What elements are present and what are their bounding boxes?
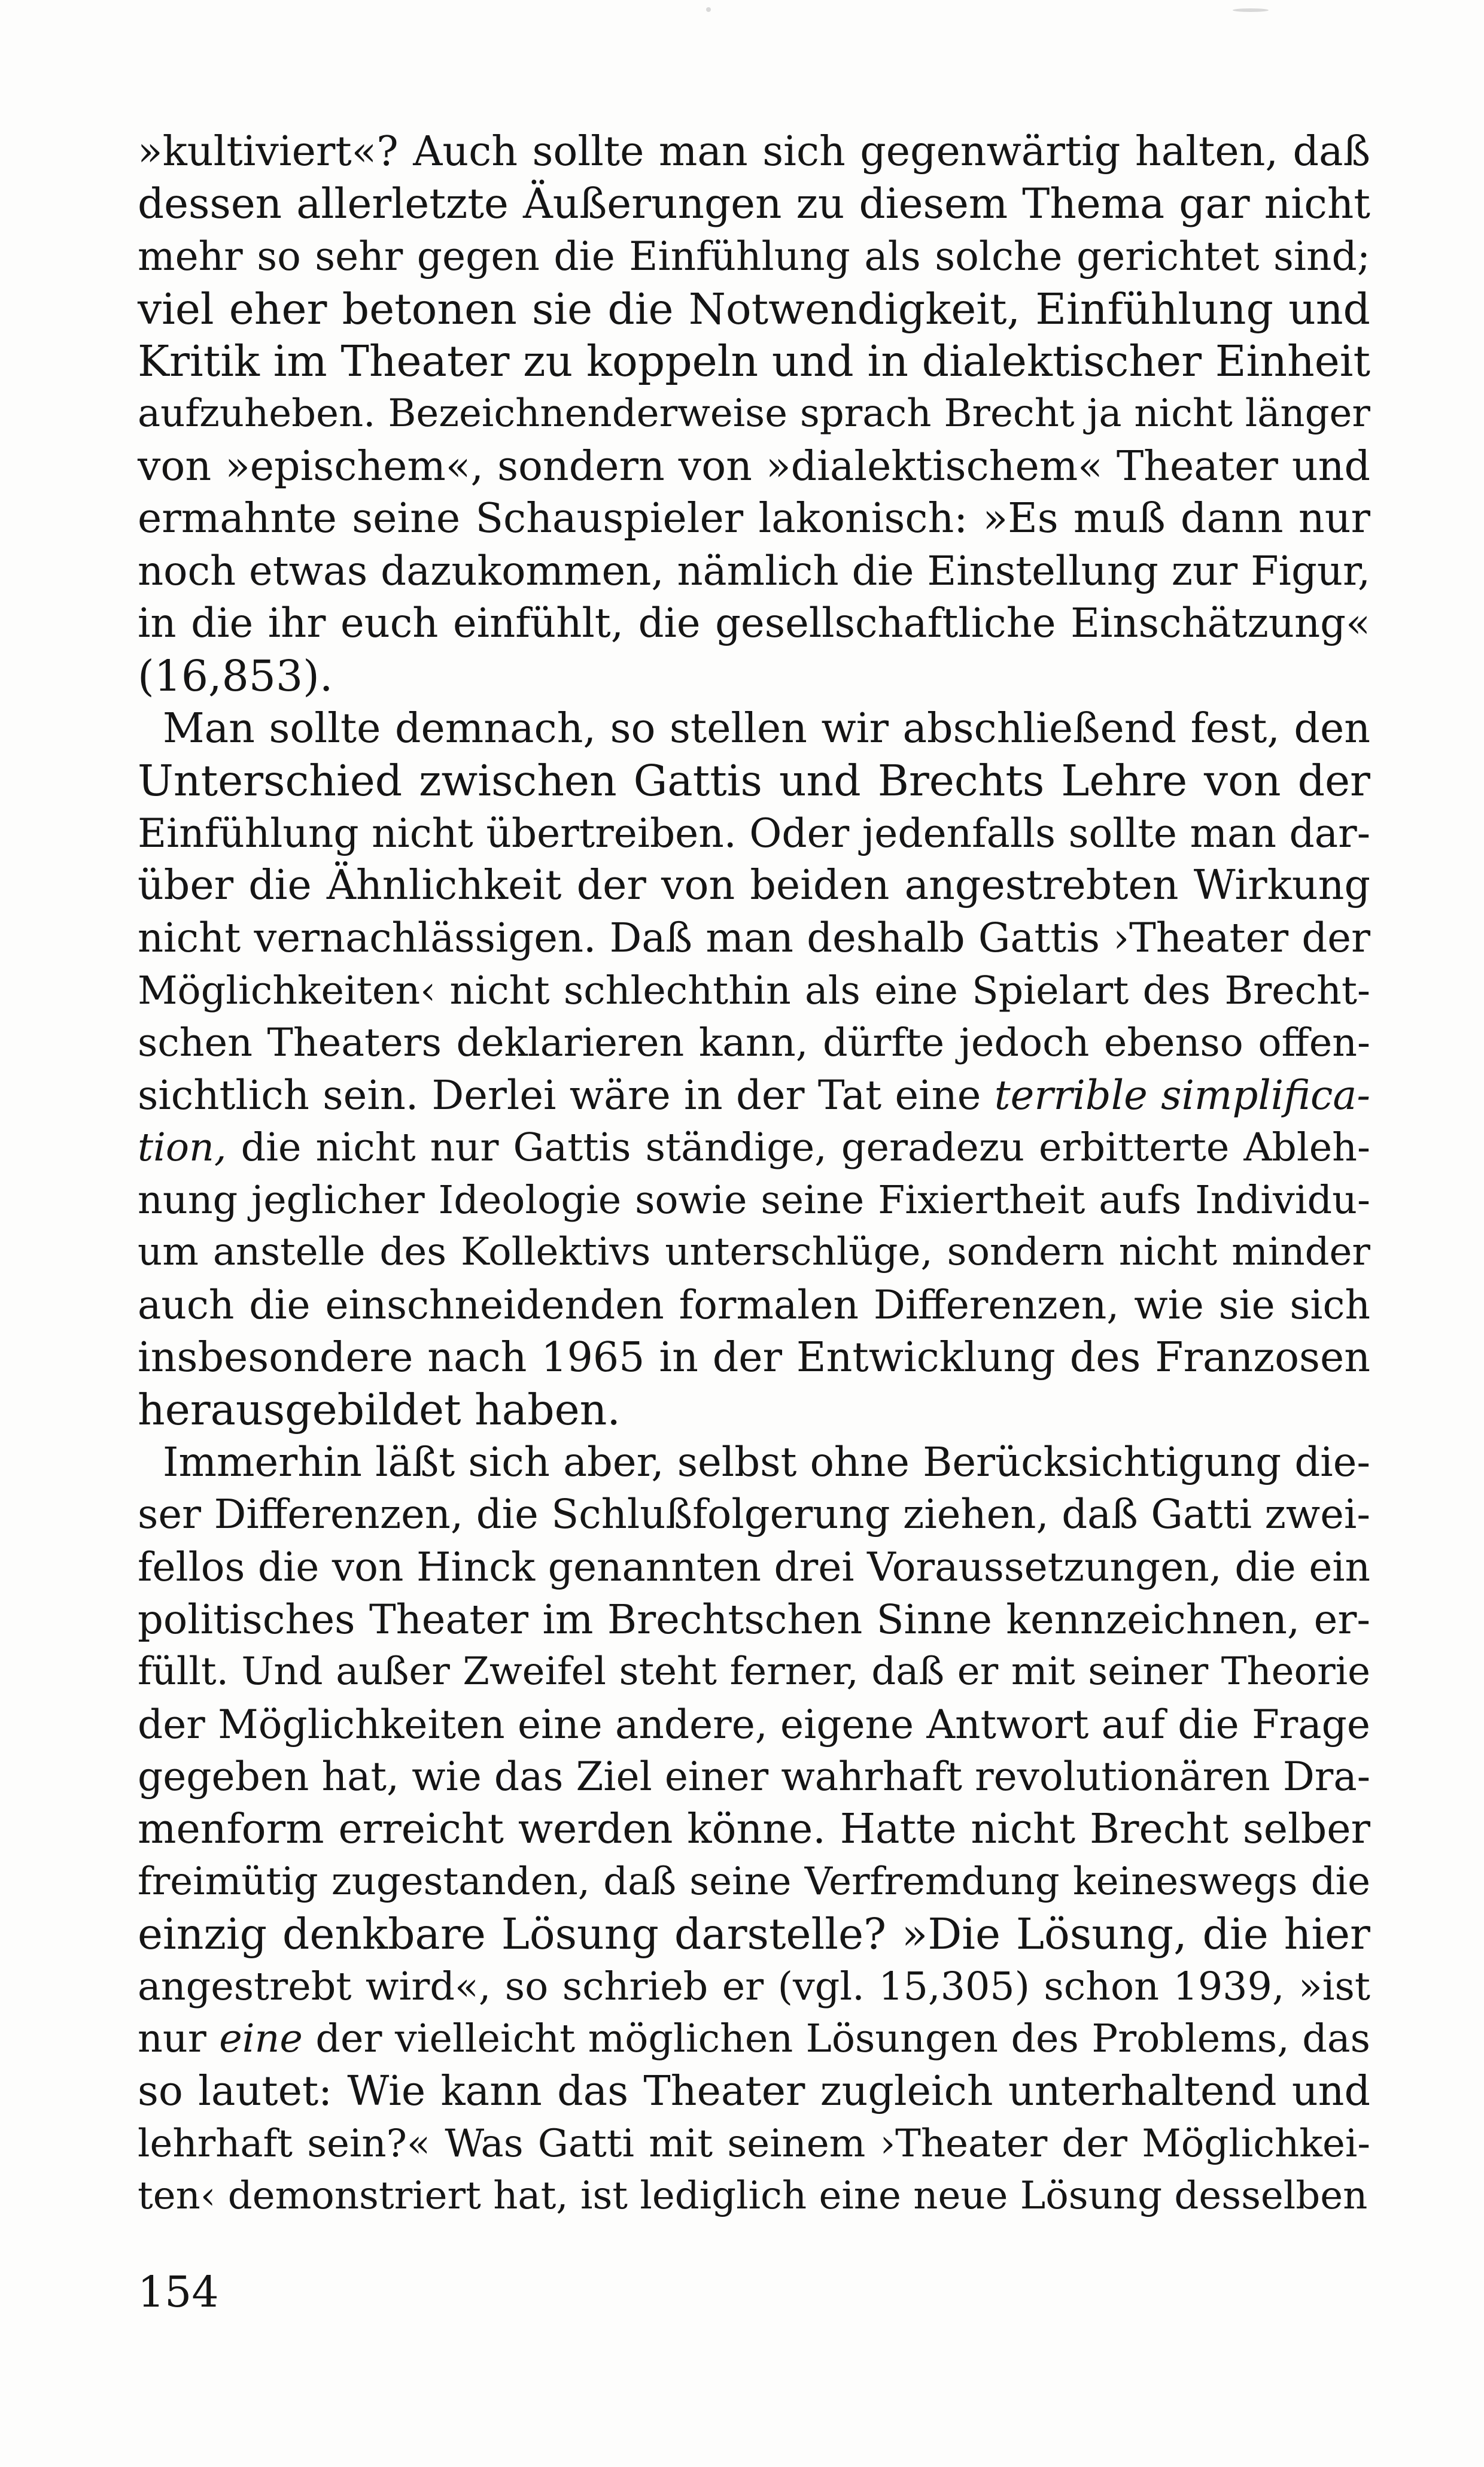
text-line [138,1594,1370,1646]
line-text: einzig denkbare Lösung darstelle? »Die Lösung, die hier [138,1909,1370,1959]
text-line [138,965,1370,1017]
paragraph [138,126,1370,703]
line-text: füllt. Und außer Zweifel steht ferner, daß er mit seiner Theorie [138,1649,1370,1694]
text-line [138,1488,1370,1541]
line-text: sichtlich sein. Derlei wäre in der Tat eine [138,1071,995,1119]
line-text: Immerhin läßt sich aber, selbst ohne Berücksichtigung die- [163,1438,1370,1485]
line-text: dessen allerletzte Äußerungen zu diesem Thema gar nicht [138,180,1370,228]
italic-text: eine [219,2016,303,2062]
body-text [138,126,1370,2223]
text-line [138,388,1370,440]
line-text: ser Differenzen, die Schlußfolgerung ziehen, daß Gatti zwei- [138,1491,1370,1538]
scan-speck [1233,8,1269,12]
text-line [138,912,1370,965]
line-text: Unterschied zwischen Gattis und Brechts Lehre von der [138,756,1370,806]
text-line [138,703,1370,755]
text-line [138,859,1370,912]
text-line [138,807,1370,860]
line-text: menform erreicht werden könne. Hatte nicht Brecht selber [138,1806,1370,1853]
italic-text: terrible simplifica- [994,1071,1370,1119]
scan-speck [706,7,711,12]
text-line [138,1279,1370,1332]
line-text: um anstelle des Kollektivs unterschlüge, sondern nicht minder [138,1230,1370,1275]
line-text: viel eher betonen sie die Notwendigkeit, Einfühlung und [138,284,1370,334]
line-text: mehr so sehr gegen die Einfühlung als solche gerichtet sind; [138,233,1370,280]
line-text-after: die nicht nur Gattis ständige, geradezu erbitterte Ableh- [226,1125,1370,1171]
text-line [138,283,1370,336]
text-line [138,1646,1370,1699]
text-line [138,1226,1370,1279]
line-text: Möglichkeiten‹ nicht schlechthin als eine Spielart des Brecht- [138,968,1370,1013]
line-text: freimütig zugestanden, daß seine Verfremdung keineswegs die [138,1859,1370,1904]
text-line [138,1699,1370,1751]
text-line [138,1174,1370,1227]
text-line [138,1017,1370,1070]
paragraph [138,1436,1370,2223]
text-line [138,597,1370,650]
line-text: herausgebildet haben. [138,1385,621,1435]
text-line [138,2118,1370,2171]
text-line [138,1856,1370,1909]
line-text: Kritik im Theater zu koppeln und in dialektischer Einheit [138,336,1370,387]
line-text: nur [138,2016,220,2062]
paragraph [138,703,1370,1436]
text-line [138,440,1370,493]
text-line [138,230,1370,283]
line-text: fellos die von Hinck genannten drei Voraussetzungen, die ein [138,1544,1370,1591]
line-text: angestrebt wird«, so schrieb er (vgl. 15,305) schon 1939, »ist [138,1964,1370,2009]
text-line [138,493,1370,545]
text-line [138,1122,1370,1174]
text-line [138,1541,1370,1594]
line-text: Einfühlung nicht übertreiben. Oder jedenfalls sollte man dar- [138,810,1370,856]
text-line [138,2013,1370,2065]
line-text: aufzuheben. Bezeichnenderweise sprach Brecht ja nicht länger [138,391,1370,436]
line-text: auch die einschneidenden formalen Differenzen, wie sie sich [138,1282,1370,1329]
text-line [138,1751,1370,1803]
line-text: der Möglichkeiten eine andere, eigene Antwort auf die Frage [138,1701,1370,1748]
text-line [138,1070,1370,1122]
text-line [138,755,1370,807]
text-line [138,1908,1370,1961]
text-line [138,650,1370,703]
line-text: von »epischem«, sondern von »dialektischem« Theater und [138,442,1370,490]
text-line [138,1332,1370,1384]
text-line [138,2170,1370,2223]
line-text: nicht vernachlässigen. Daß man deshalb Gattis ›Theater der [138,914,1370,961]
line-text: über die Ähnlichkeit der von beiden angestrebten Wirkung [138,862,1370,910]
text-line [138,178,1370,231]
line-text: lehrhaft sein?« Was Gatti mit seinem ›Theater der Möglichkei- [138,2121,1370,2166]
text-line [138,545,1370,598]
text-line [138,1436,1370,1489]
line-text: schen Theaters deklarieren kann, dürfte jedoch ebenso offen- [138,1020,1370,1066]
page-number: 154 [138,2267,219,2317]
line-text: (16,853). [138,651,333,701]
line-text-after: der vielleicht möglichen Lösungen des Problems, das [302,2016,1370,2062]
line-text: gegeben hat, wie das Ziel einer wahrhaft revolutionären Dra- [138,1754,1370,1800]
text-line [138,1961,1370,2013]
line-text: ten‹ demonstriert hat, ist lediglich eine neue Lösung desselben [138,2174,1368,2219]
line-text: politisches Theater im Brechtschen Sinne kennzeichnen, er- [138,1596,1370,1643]
text-line [138,126,1370,178]
line-text: insbesondere nach 1965 in der Entwicklung des Franzosen [138,1333,1370,1381]
text-line [138,1803,1370,1856]
line-text: in die ihr euch einfühlt, die gesellschaftliche Einschätzung« [138,600,1370,647]
line-text: so lautet: Wie kann das Theater zugleich unterhaltend und [138,2067,1370,2115]
line-text: »kultiviert«? Auch sollte man sich gegenwärtig halten, daß [138,128,1370,175]
line-text: ermahnte seine Schauspieler lakonisch: »Es muß dann nur [138,495,1370,543]
line-text: noch etwas dazukommen, nämlich die Einstellung zur Figur, [138,547,1370,594]
line-text: nung jeglicher Ideologie sowie seine Fixiertheit aufs Individu- [138,1177,1370,1223]
text-line [138,2065,1370,2118]
line-text: Man sollte demnach, so stellen wir abschließend fest, den [163,704,1370,752]
text-line [138,1384,1370,1436]
text-line [138,335,1370,388]
italic-text: tion, [138,1125,227,1171]
